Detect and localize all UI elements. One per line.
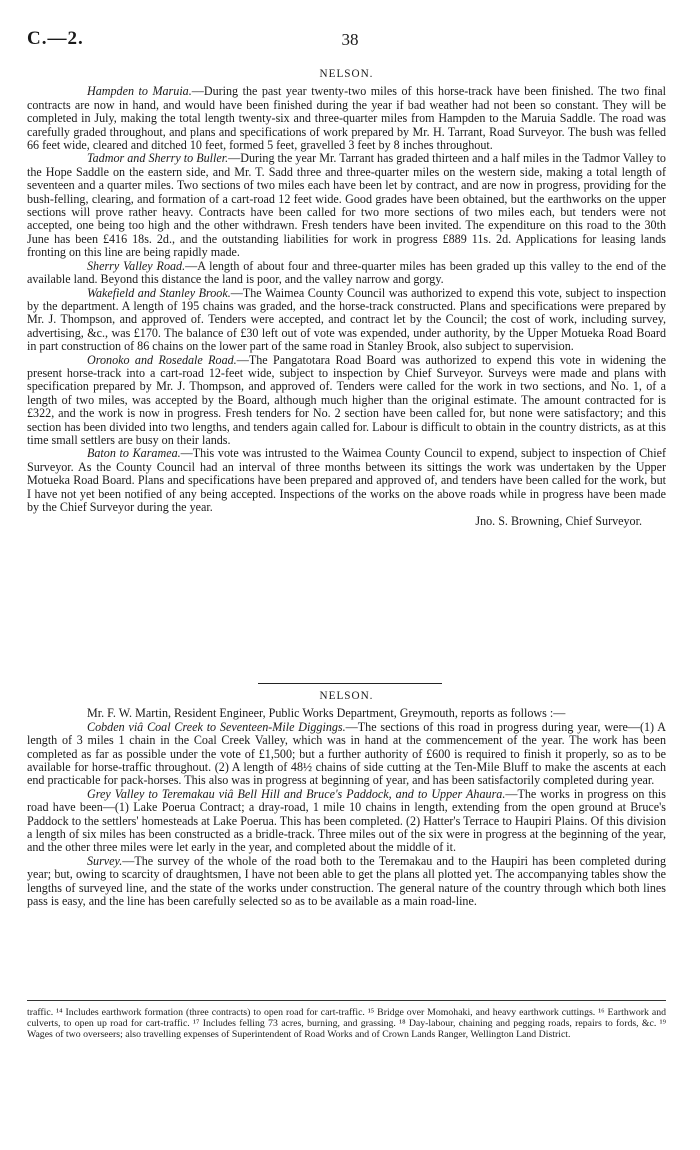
paragraph-title: Grey Valley to Teremakau viâ Bell Hill and Bruce's Paddock, and to Upper Ahaura. <box>87 786 506 801</box>
paragraph-wakefield-stanley-brook <box>27 287 666 354</box>
paragraph-text: —During the year Mr. Tarrant has graded thirteen and a half miles in the Tadmor Valley to the Hope Saddle on the eastern side, and Mr. T. Sadd three and three-quarter miles on the western side, making a total length of seventeen and a quarter miles. Two sections of two miles each have been let by contract, and are now in progress, providing for the bush-felling, clearing, and formation of a cart-road 12 feet wide. Good grades have been obtained, but the earthworks on the upper sections will prove rather heavy. Contracts have been called for two more sections of two miles each, but tenders were not accepted, one being too high and the other withdrawn. Fresh tenders have been invited. The expenditure on this road to the 30th June has been £416 18s. 2d., and the outstanding liabilities for work in progress £889 11s. 2d. Applications for leasing lands fronting on this line are being rapidly made. <box>27 151 666 260</box>
paragraph-text: —A length of about four and three-quarter miles has been graded up this valley to the end of the available land. Beyond this distance the land is poor, and the valley narrow and gorgy. <box>27 258 667 287</box>
paragraph-text: —During the past year twenty-two miles of this horse-track have been finished. The two final contracts are now in hand, and would have been finished during the year if bad weather had not been so constant. They will be completed in July, making the total length twenty-six and three-quarter miles from Hampden to the Maruia Saddle. The road was carefully graded throughout, and plans and specifications of work prepared by Mr. H. Tarrant, Road Surveyor. The bush was felled 66 feet wide, cleared and ditched 10 feet, formed 5 feet, gravelled 3 feet by 8 inches throughout. <box>27 84 666 153</box>
paragraph-text: —The Waimea County Council was authorized to expend this vote, subject to inspection by the department. A length of 195 chains was graded, and the horse-track constructed. Plans and specifications were prepared by Mr. J. Thompson, and approved of. Tenders were accepted, and contract let by the Council; the cost of work, including survey, advertising, &c., was £170. The balance of £30 left out of vote was expended, under authority, by the Upper Motueka Road Board in part construction of 86 chains on the lower part of the same road in Stanley Brook, also subject to supervision. <box>27 285 666 354</box>
paragraph-hampden-maruia <box>27 85 666 152</box>
paragraph-text: —The Pangatotara Road Board was authorized to expend this vote in widening the present horse-track into a cart-road 12-feet wide, subject to inspection by Chief Surveyor. Surveys were made and plans with specification prepared by Mr. J. Thompson, and approved of. Tenders were called for the work in two sections, and No. 1, of a length of two miles, was accepted by the Board, although much higher than the original estimate. The amount contracted for is £322, and the work is now in progress. Fresh tenders for No. 2 section have been called for, but none were satisfactory; and this section has been divided into two lengths, and tenders again called for. Labour is difficult to obtain in the country districts, as at this time small settlers are busy on their lands. <box>27 352 667 447</box>
footnote-divider <box>27 1000 666 1001</box>
section-divider <box>258 683 442 684</box>
paragraph-title: Baton to Karamea. <box>87 446 181 461</box>
signature: Jno. S. Browning, Chief Surveyor. <box>475 514 642 529</box>
paragraph-text: —The works in progress on this road have been—(1) Lake Poerua Contract; a dray-road, 1 mile 10 chains in length, extending from the open ground at Bruce's Paddock to the settlers' homesteads at Lake Poerua. This has been completed. (2) Hatter's Terrace to Haupiri Plains. Of this division a length of six miles has been constructed as a bridle-track. Three miles out of the six were in progress at the beginning of the year, and the other three miles were let early in the year, and completed about the middle of it. <box>27 786 666 855</box>
paragraph-tadmor-sherry-buller <box>27 152 666 259</box>
paragraph-title: Wakefield and Stanley Brook. <box>87 285 231 300</box>
paragraph-oronoko-rosedale <box>27 354 666 448</box>
paragraph-sherry-valley-road <box>27 260 666 287</box>
page-number: 38 <box>341 30 359 49</box>
paragraph-text: —The survey of the whole of the road both to the Teremakau and to the Haupiri has been completed during year; but, owing to scarcity of draughtsmen, I have not been able to get the plans all plotted yet. The accompanying tables show the lengths of surveyed line, and the state of the works under construction. The general nature of the country through which both lines pass is easy, and the line has been carefully selected so as to be available as a main road-line. <box>27 853 666 909</box>
paragraph-survey <box>27 855 666 909</box>
paragraph-cobden-coal-creek <box>27 721 666 788</box>
paragraph-intro: Mr. F. W. Martin, Resident Engineer, Public Works Department, Greymouth, reports as follows :— <box>87 706 566 721</box>
paragraph-title: Hampden to Maruia. <box>87 84 192 99</box>
paragraph-baton-karamea <box>27 447 666 514</box>
paragraph-title: Survey. <box>87 853 123 868</box>
paragraph-title: Sherry Valley Road. <box>87 258 186 273</box>
section-heading: NELSON. <box>319 68 374 80</box>
section-nelson-chief-surveyor <box>27 68 666 529</box>
paragraph-grey-valley-teremakau <box>27 788 666 855</box>
footnotes: traffic. ¹⁴ Includes earthwork formation (three contracts) to open road for cart-traffic. ¹⁵ Bridge over Momohaki, and heavy earthwork cuttings. ¹⁶ Earthwork and culverts, to open up road for cart-traffic. ¹⁷ Includes felling 73 acres, burning, and grassing. ¹⁸ Day-labour, chaining and pegging roads, repairs to fords, &c. ¹⁹ Wages of two overseers; also travelling expenses of Superintendent of Road Works and of Crown Lands Ranger, Wellington Land District. <box>27 1007 666 1041</box>
paragraph-title: Oronoko and Rosedale Road. <box>87 352 237 367</box>
section-heading: NELSON. <box>319 690 374 702</box>
paragraph-title: Cobden viâ Coal Creek to Seventeen-Mile Diggings. <box>87 719 346 734</box>
paragraph-title: Tadmor and Sherry to Buller. <box>87 151 229 166</box>
series-code: C.—2. <box>27 28 84 49</box>
paragraph-text: —This vote was intrusted to the Waimea County Council to expend, subject to inspection of Chief Surveyor. As the County Council had an interval of three months between its sittings the work was undertaken by the Upper Motueka Road Board. Plans and specifications have been prepared and approved of, and tenders have been called for the work, but I have not yet been notified of any being accepted. Inspections of the works on the above roads while in progress have been made by the Chief Surveyor during the year. <box>27 446 666 514</box>
paragraph-text: —The sections of this road in progress during year, were—(1) A length of 3 miles 1 chain in the Coal Creek Valley, which was in hand at the commencement of the year. The work has been completed as far as possible under the vote of £1,500; but a further authority of £600 is required to finish it properly, so as to be available for horse-traffic throughout. (2) A length of 48½ chains of side cutting at the Ten-Mile Bluff to make the ascents at each end practicable for pack-horses. This also was in progress at beginning of year, and has been satisfactorily completed during year. <box>27 719 666 788</box>
section-nelson-resident-engineer <box>27 690 666 909</box>
